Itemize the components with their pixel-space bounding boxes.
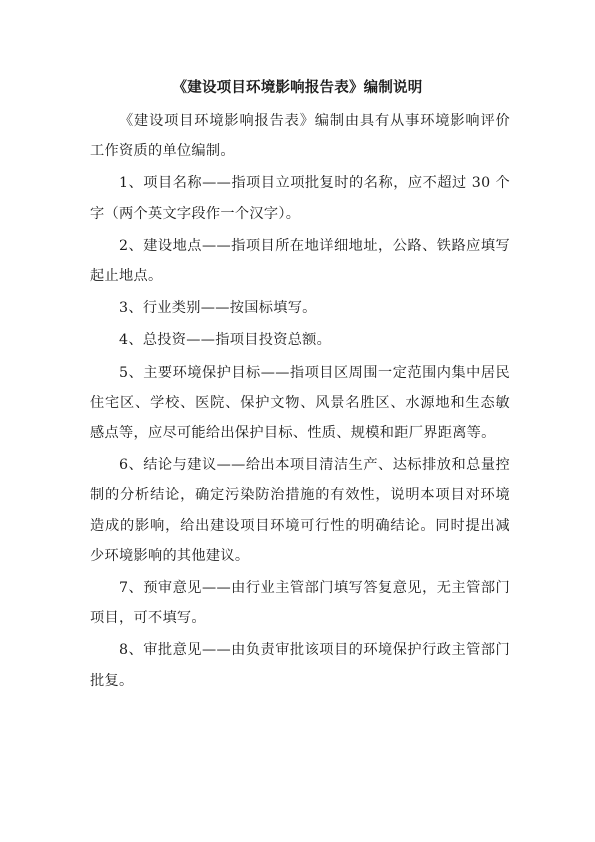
item-total-investment: 4、总投资——指项目投资总额。 (119, 332, 332, 349)
item-pre-review-opinion: 7、预审意见——由行业主管部门填写答复意见，无主管部门项目，可不填写。 (90, 580, 510, 627)
intro-paragraph: 《建设项目环境影响报告表》编制由具有从事环境影响评价工作资质的单位编制。 (90, 113, 510, 160)
item-approval-opinion: 8、审批意见——由负责审批该项目的环境保护行政主管部门批复。 (90, 642, 510, 689)
document-title: 《建设项目环境影响报告表》编制说明 (172, 80, 423, 96)
item-construction-site: 2、建设地点——指项目所在地详细地址，公路、铁路应填写起止地点。 (90, 237, 510, 285)
item-industry-category: 3、行业类别——按国标填写。 (119, 300, 317, 317)
item-protection-targets: 5、主要环境保护目标——指项目区周围一定范围内集中居民住宅区、学校、医院、保护文物、风景名胜区、水源地和生态敏感点等，应尽可能给出保护目标、性质、规模和距厂界距离等。 (90, 364, 510, 442)
item-conclusions: 6、结论与建议——给出本项目清洁生产、达标排放和总量控制的分析结论，确定污染防治措施的有效性，说明本项目对环境造成的影响，给出建设项目环境可行性的明确结论。同时提出减少环境影响的其他建议。 (90, 457, 510, 564)
item-project-name: 1、项目名称——指项目立项批复时的名称，应不超过 30 个字（两个英文字段作一个汉字）。 (90, 175, 510, 222)
document-body (90, 106, 510, 698)
